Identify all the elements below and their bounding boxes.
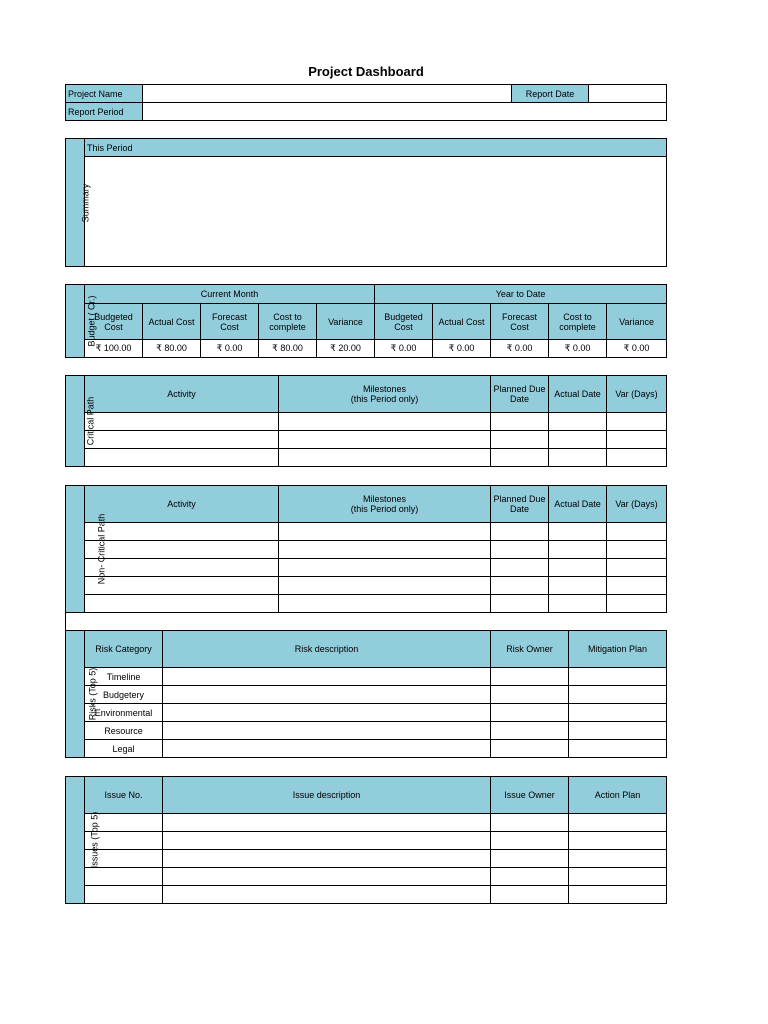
cm-forecast-cost-header: Forecast Cost	[201, 304, 259, 340]
ncp-var-days-header: Var (Days)	[607, 486, 667, 523]
report-date-label: Report Date	[512, 85, 589, 103]
cm-variance-header: Variance	[317, 304, 375, 340]
table-row	[66, 832, 667, 850]
issues-side-label: Issues (Top 5)	[66, 777, 85, 904]
summary-side-label: Summary	[66, 139, 85, 267]
project-name-field[interactable]	[143, 85, 512, 103]
cm-actual-cost-header: Actual Cost	[143, 304, 201, 340]
risk-category-cell: Environmental	[85, 704, 163, 722]
table-row	[66, 577, 667, 595]
cm-budgeted-cost-value[interactable]: ₹ 100.00	[85, 340, 143, 358]
cp-planned-due-date-header: Planned Due Date	[491, 376, 549, 413]
summary-content-field[interactable]	[85, 157, 667, 267]
table-row	[66, 814, 667, 832]
cp-actual-date-header: Actual Date	[549, 376, 607, 413]
cm-budgeted-cost-header: Budgeted Cost	[85, 304, 143, 340]
table-row	[66, 595, 667, 613]
report-period-field[interactable]	[143, 103, 667, 121]
risk-category-cell: Resource	[85, 722, 163, 740]
critical-path-side-label: Critical Path	[66, 376, 85, 467]
risk-owner-header: Risk Owner	[491, 631, 569, 668]
risk-category-header: Risk Category	[85, 631, 163, 668]
table-row	[66, 722, 667, 740]
table-row	[66, 449, 667, 467]
table-row	[66, 523, 667, 541]
ytd-variance-header: Variance	[607, 304, 667, 340]
ncp-planned-due-date-header: Planned Due Date	[491, 486, 549, 523]
budget-side-label: Budget ( Cr.)	[66, 285, 85, 358]
budget-section	[65, 284, 667, 358]
table-row	[66, 413, 667, 431]
table-row	[66, 686, 667, 704]
non-critical-path-section	[65, 485, 667, 613]
ytd-forecast-cost-header: Forecast Cost	[491, 304, 549, 340]
ytd-variance-value[interactable]: ₹ 0.00	[607, 340, 667, 358]
risks-section	[65, 630, 667, 758]
table-row	[66, 704, 667, 722]
issue-description-header: Issue description	[163, 777, 491, 814]
summary-section	[65, 138, 667, 267]
table-row	[66, 431, 667, 449]
project-name-label: Project Name	[66, 85, 143, 103]
cp-activity-header: Activity	[85, 376, 279, 413]
ytd-actual-cost-header: Actual Cost	[433, 304, 491, 340]
ytd-budgeted-cost-value[interactable]: ₹ 0.00	[375, 340, 433, 358]
risk-category-cell: Budgetery	[85, 686, 163, 704]
ytd-cost-to-complete-header: Cost to complete	[549, 304, 607, 340]
ytd-forecast-cost-value[interactable]: ₹ 0.00	[491, 340, 549, 358]
cm-variance-value[interactable]: ₹ 20.00	[317, 340, 375, 358]
table-row	[66, 886, 667, 904]
report-period-label: Report Period	[66, 103, 143, 121]
page-title: Project Dashboard	[308, 64, 424, 79]
critical-path-section	[65, 375, 667, 467]
ytd-header: Year to Date	[375, 285, 667, 304]
ytd-cost-to-complete-value[interactable]: ₹ 0.00	[549, 340, 607, 358]
table-row	[66, 541, 667, 559]
table-row	[66, 868, 667, 886]
divider	[65, 612, 66, 632]
action-plan-header: Action Plan	[569, 777, 667, 814]
ytd-actual-cost-value[interactable]: ₹ 0.00	[433, 340, 491, 358]
ncp-milestones-header: Milestones (this Period only)	[279, 486, 491, 523]
issue-owner-header: Issue Owner	[491, 777, 569, 814]
current-month-header: Current Month	[85, 285, 375, 304]
this-period-label: This Period	[85, 139, 667, 157]
table-row	[66, 850, 667, 868]
cm-forecast-cost-value[interactable]: ₹ 0.00	[201, 340, 259, 358]
cp-var-days-header: Var (Days)	[607, 376, 667, 413]
table-row	[66, 740, 667, 758]
cm-cost-to-complete-header: Cost to complete	[259, 304, 317, 340]
cm-actual-cost-value[interactable]: ₹ 80.00	[143, 340, 201, 358]
cm-cost-to-complete-value[interactable]: ₹ 80.00	[259, 340, 317, 358]
report-date-field[interactable]	[589, 85, 667, 103]
table-row	[66, 668, 667, 686]
risks-side-label: Risks (Top 5)	[66, 631, 85, 758]
header-table	[65, 84, 667, 121]
risk-description-header: Risk description	[163, 631, 491, 668]
table-row	[66, 559, 667, 577]
cp-milestones-header: Milestones (this Period only)	[279, 376, 491, 413]
ncp-actual-date-header: Actual Date	[549, 486, 607, 523]
issue-no-header: Issue No.	[85, 777, 163, 814]
mitigation-plan-header: Mitigation Plan	[569, 631, 667, 668]
issues-section	[65, 776, 667, 904]
non-critical-path-side-label: Non- Critical Path	[66, 486, 85, 613]
ncp-activity-header: Activity	[85, 486, 279, 523]
risk-category-cell: Timeline	[85, 668, 163, 686]
risk-category-cell: Legal	[85, 740, 163, 758]
ytd-budgeted-cost-header: Budgeted Cost	[375, 304, 433, 340]
